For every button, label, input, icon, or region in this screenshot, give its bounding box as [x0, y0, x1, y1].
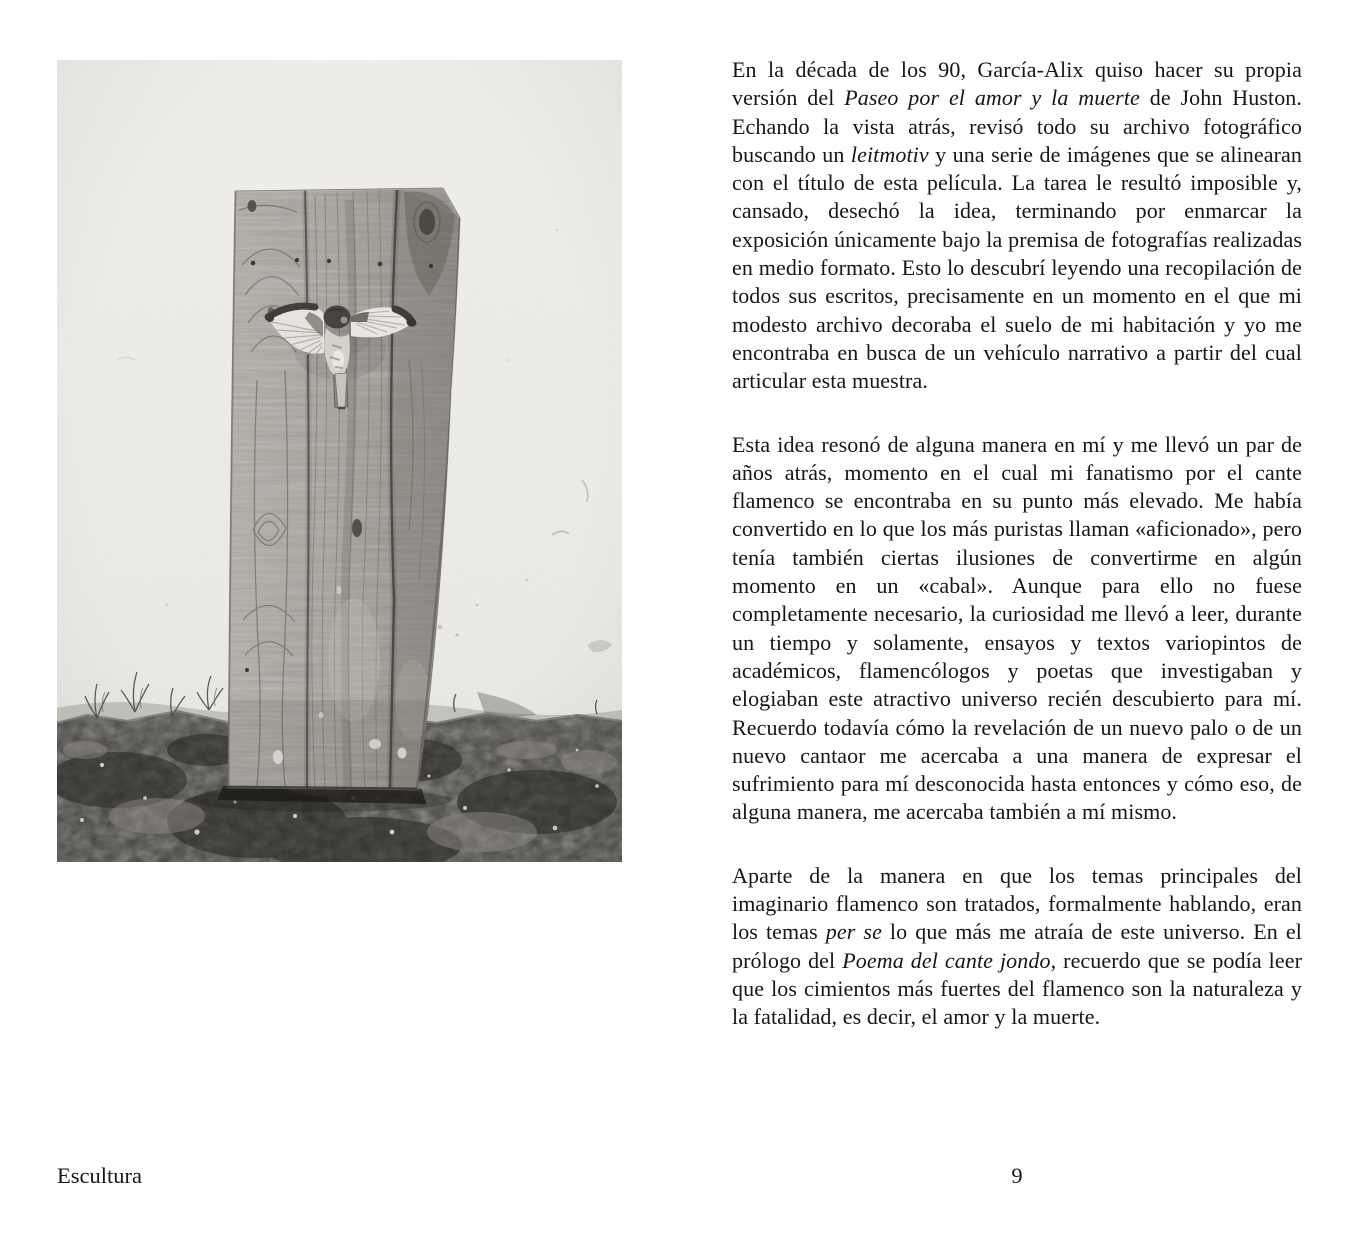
artwork-photo — [57, 60, 622, 862]
paragraph: Aparte de la manera en que los temas principales del imaginario flamenco son tratados, formalmente hablando, eran los temas per se lo que más me atraía de este universo. En el prólogo del Poema del cante jondo, recuerdo que se podía leer que los cimientos más fuertes del flamenco son la naturaleza y la fatalidad, es decir, el amor y la muerte. — [732, 862, 1303, 1030]
paragraph: En la década de los 90, García-Alix quiso hacer su propia versión del Paseo por el amor y la muerte de John Huston. Echando la vista atrás, revisó todo su archivo fotográfico buscando un leitmotiv y una serie de imágenes que se alinearan con el título de esta película. La tarea le resultó imposible y, cansado, desechó la idea, terminando por enmarcar la exposición únicamente bajo la premisa de fotografías realizadas en medio formato. Esto lo descubrí leyendo una recopilación de todos sus escritos, precisamente en un momento en el que mi modesto archivo decoraba el suelo de mi habitación y yo me encontraba en busca de un vehículo narrativo a partir del cual articular esta muestra. — [732, 57, 1302, 394]
article-paragraphs — [732, 56, 1302, 1032]
photo-illustration — [57, 60, 622, 862]
page-number: 9 — [1011, 1163, 1023, 1188]
body-text-column — [732, 56, 1302, 1032]
section-label: Escultura — [57, 1163, 142, 1188]
paragraph: Esta idea resonó de alguna manera en mí y me llevó un par de años atrás, momento en el cual mi fanatismo por el cante flamenco se encontraba en su punto más elevado. Me había convertido en lo que los más puristas llaman «aficionado», pero tenía también ciertas ilusiones de convertirme en algún momento en un «cabal». Aunque para ello no fuese completamente necesario, la curiosidad me llevó a leer, durante un tiempo y solamente, ensayos y textos variopintos de académicos, flamencólogos y poetas que investigaban y elogiaban este atractivo universo recién descubierto para mí. Recuerdo todavía cómo la revelación de un nuevo palo o de un nuevo cantaor me acercaba a una manera de expresar el sufrimiento para mí desconocida hasta entonces y cómo eso, de alguna manera, me acercaba también a mí mismo. — [732, 431, 1302, 825]
